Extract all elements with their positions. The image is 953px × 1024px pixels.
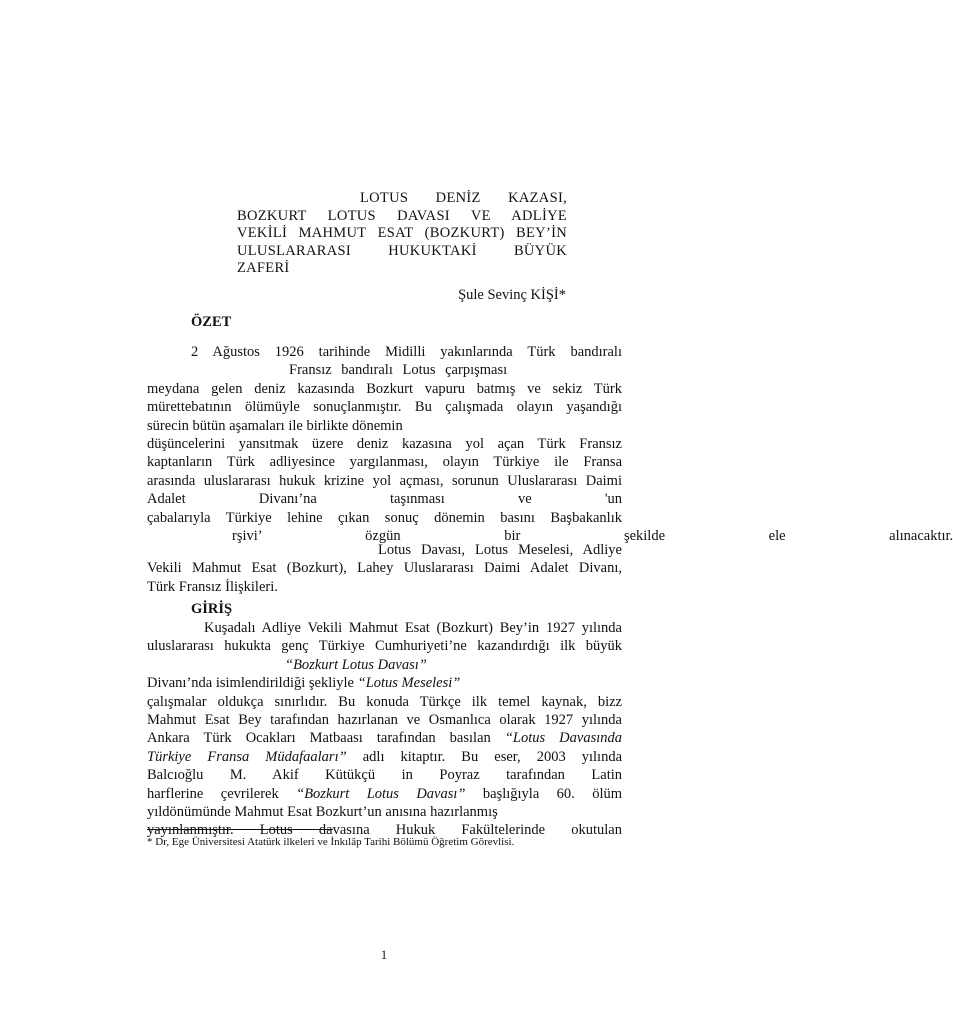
intro-span: Ankara Türk Ocakları Matbaası tarafından basılan <box>147 730 491 747</box>
footnote-divider <box>147 829 333 830</box>
intro-line: uluslararası hukukta genç Türkiye Cumhuriyeti’ne kazandırdığı ilk büyük <box>147 638 622 655</box>
intro-line <box>147 748 622 766</box>
author-name: Şule Sevinç KİŞİ* <box>458 287 566 303</box>
keywords-line: Lotus Davası, Lotus Meselesi, Adliye <box>378 542 622 558</box>
intro-line: çalışmalar oldukça sınırlıdır. Bu konuda Türkçe ilk temel kaynak, bizz <box>147 693 622 710</box>
abstract-line: sürecin bütün aşamaları ile birlikte dönemin <box>147 417 403 434</box>
keywords-line: Vekili Mahmut Esat (Bozkurt), Lahey Uluslararası Daimi Adalet Divanı, <box>147 560 622 577</box>
intro-span: M. Akif Kütükçü <box>229 767 376 784</box>
abstract-line: düşüncelerini yansıtmak üzere deniz kazasına yol açan Türk Fransız <box>147 435 622 452</box>
page-number: 1 <box>380 948 388 962</box>
intro-line <box>147 785 622 803</box>
intro-italic: “Bozkurt Lotus Davası” <box>296 785 466 802</box>
intro-italic: Türkiye Fransa Müdafaaları” <box>147 748 347 765</box>
intro-line: yıldönümünde Mahmut Esat Bozkurt’un anısına hazırlanmış <box>147 803 498 820</box>
intro-span: Lotus davasına Hukuk Fakültelerinde okutulan <box>259 822 622 839</box>
abstract-line: arasında uluslararası hukuk krizine yol açması, sorunun Uluslararası Daimi <box>147 472 622 489</box>
abstract-line: meydana gelen deniz kazasında Bozkurt vapuru batmış ve sekiz Türk <box>147 380 622 397</box>
intro-span: yayınlanmıştır. <box>147 822 234 839</box>
title-line: LOTUS DENİZ KAZASI, <box>360 190 567 206</box>
abstract-line: mürettebatının ölümüyle sonuçlanmıştır. Bu çalışmada olayın yaşandığı <box>147 399 622 416</box>
title-line: ULUSLARARASI HUKUKTAKİ BÜYÜK <box>237 242 567 259</box>
intro-text <box>147 619 622 840</box>
footnote: * Dr, Ege Üniversitesi Atatürk ilkeleri ve İnkılâp Tarihi Bölümü Öğretim Görevlisi. <box>147 836 515 848</box>
intro-line: Mahmut Esat Bey tarafından hazırlanan ve Osmanlıca olarak 1927 yılında <box>147 711 622 728</box>
intro-line <box>147 674 622 692</box>
intro-line <box>147 656 622 674</box>
intro-span: adlı kitaptır. Bu eser, 2003 yılında <box>362 748 623 765</box>
intro-span: Balcıoğlu <box>147 767 204 784</box>
abstract-heading: ÖZET <box>191 314 232 330</box>
keywords-line: Türk Fransız İlişkileri. <box>147 578 278 595</box>
article-title <box>237 190 567 278</box>
intro-italic: “Lotus Meselesi” <box>357 675 461 692</box>
intro-line <box>147 729 622 747</box>
intro-line: Kuşadalı Adliye Vekili Mahmut Esat (Bozkurt) Bey’in 1927 yılında <box>204 620 622 636</box>
abstract-line: Adalet Divanı’na taşınması ve 'un <box>147 491 622 508</box>
intro-span: harflerine çevrilerek <box>147 785 279 802</box>
intro-heading: GİRİŞ <box>191 601 233 617</box>
intro-span: başlığıyla 60. ölüm <box>482 785 623 802</box>
title-line: VEKİLİ MAHMUT ESAT (BOZKURT) BEY’İN <box>237 225 567 241</box>
title-line: ZAFERİ <box>237 260 290 276</box>
intro-italic: “Bozkurt Lotus Davası” <box>285 656 427 673</box>
abstract-line: 2 Ağustos 1926 tarihinde Midilli yakınlarında Türk bandıralı <box>191 344 622 360</box>
abstract-text <box>147 343 953 545</box>
intro-line <box>147 766 622 784</box>
title-line: BOZKURT LOTUS DAVASI VE ADLİYE <box>237 207 567 224</box>
abstract-line: rşivi’ özgün bir şekilde ele alınacaktır. <box>232 527 953 544</box>
abstract-line: kaptanların Türk adliyesince yargılanması, olayın Türkiye ile Fransa <box>147 454 622 471</box>
abstract-line: çabalarıyla Türkiye lehine çıkan sonuç dönemin basını Başbakanlık <box>147 509 622 526</box>
abstract-line: Fransız bandıralı Lotus çarpışması <box>289 362 508 379</box>
intro-span: Divanı’nda isimlendirildiği şekliyle <box>147 675 354 692</box>
intro-italic: “Lotus Davasında <box>504 730 622 747</box>
keywords-text <box>147 541 622 596</box>
intro-span: in Poyraz tarafından Latin <box>401 767 623 784</box>
